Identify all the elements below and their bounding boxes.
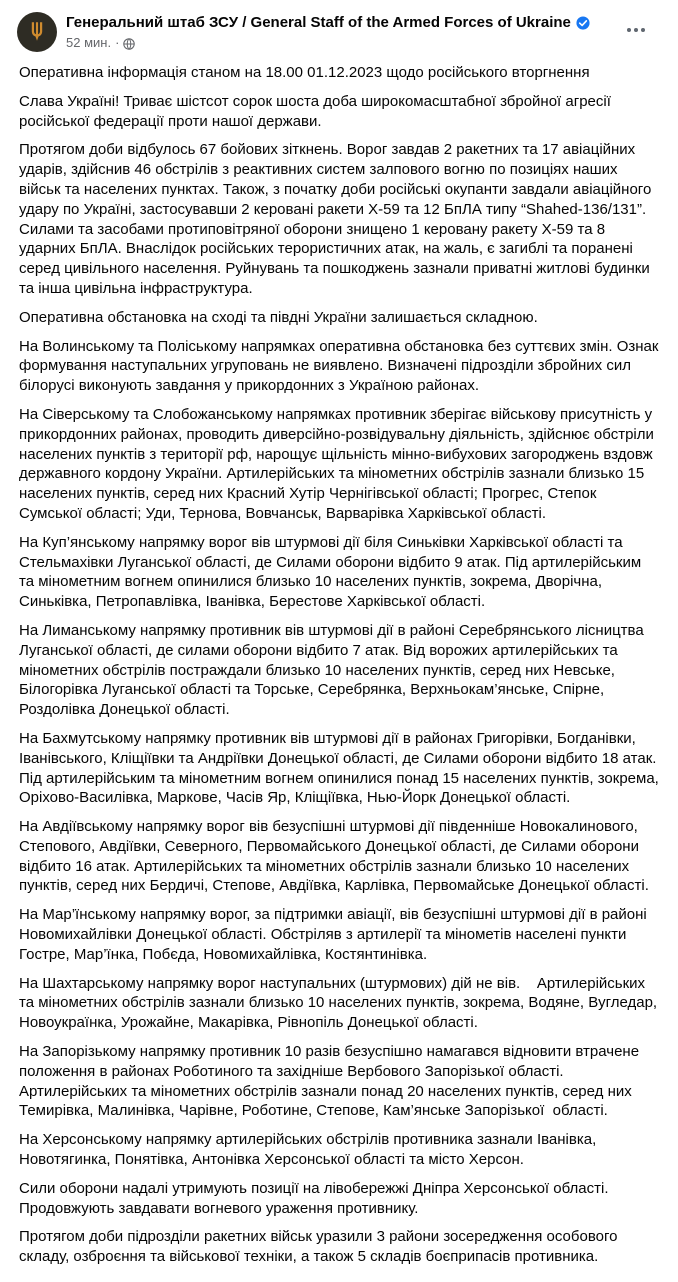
globe-privacy-icon [123, 38, 135, 50]
post-paragraph: На Сіверському та Слобожанському напрямках противник зберігає військову присутність у прикордонних районах, проводить диверсійно-розвідувальну діяльність, здійснює обстріли населених пунктів з території рф, нарощує щільність мінно-вибухових загороджень вздовж державного кордону України. Артилерійських та мінометних обстрілів зазнали близько 15 населених пунктів, серед них Красний Хутір Чернігівської області; Прогрес, Степок Сумської області; Уди, Тернова, Вовчанськ, Варварівка Харківської області. [19, 405, 659, 522]
more-options-button[interactable] [620, 14, 652, 46]
meta-separator: · [115, 35, 120, 50]
post-paragraph: На Волинському та Поліському напрямках оперативна обстановка без суттєвих змін. Ознак формування наступальних угруповань не виявлено. Визначені підрозділи збройних сил білорусі виконують завдання у прикордонних з Україною районах. [19, 337, 663, 395]
post-header-text [66, 12, 662, 51]
page-name-row [66, 13, 662, 32]
post-paragraph: На Херсонському напрямку артилерійських обстрілів противника зазнали Іванівка, Новотягинка, Понятівка, Антонівка Херсонської області та місто Херсон. [19, 1131, 601, 1169]
verified-badge-icon [576, 16, 590, 30]
post-paragraph: На Шахтарському напрямку ворог наступальних (штурмових) дій не вів. Артилерійських та мінометних обстрілів зазнали близько 10 населених пунктів, зокрема, Водяне, Вугледар, Новоукраїнка, Урожайне, Макарівка, Рівнопіль Донецької області. [19, 974, 662, 1032]
post-paragraph: На Куп’янському напрямку ворог вів штурмові дії біля Синьківки Харківської області та Стельмахівки Луганської області, де Силами оборони відбито 9 атак. Під артилерійським та мінометним вогнем опинилися близько 10 населених пунктів, зокрема, Дворічна, Синьківка, Петропавлівка, Іванівка, Берестове Харківської області. [19, 533, 646, 611]
post-paragraph: На Мар’їнському напрямку ворог, за підтримки авіації, вів безуспішні штурмові дії в районі Новомихайлівки Донецької області. Обстріляв з артилерії та мінометів населені пункти Гостре, Мар’їнка, Побєда, Новомихайлівка, Костянтинівка. [19, 906, 651, 963]
post-paragraph: Протягом доби відбулось 67 бойових зіткнень. Ворог завдав 2 ракетних та 17 авіаційних ударів, здійснив 46 обстрілів з реактивних систем залпового вогню по позиціях наших військ та населених пунктах. Також, з початку доби російські окупанти завдали авіаційного удару по Україні, застосувавши 2 керовані ракети Х-59 та 12 БпЛА типу “Shahed-136/131”. Силами та засобами протиповітряної оборони знищено 1 керовану ракету Х-59 та 8 ударних БпЛА. Внаслідок російських терористичних атак, на жаль, є загиблі та поранені серед цивільного населення. Руйнувань та пошкоджень зазнали приватні житлові будинки та інша цивільна інфраструктура. [19, 141, 656, 297]
post-body [0, 56, 678, 1282]
avatar[interactable] [17, 12, 57, 52]
post-timestamp[interactable]: 52 мин. [66, 35, 112, 50]
post-paragraph: На Бахмутському напрямку противник вів штурмові дії в районах Григорівки, Богданівки, Іванівського, Кліщіївки та Андріївки Донецької області, де Силами оборони відбито 18 атак. Під артилерійським та мінометним вогнем опинилися понад 15 населених пунктів, зокрема, Оріхово-Василівка, Маркове, Часів Яр, Кліщіївка, Нью-Йорк Донецької області. [19, 729, 664, 807]
page-name-link[interactable]: Генеральний штаб ЗСУ / General Staff of the Armed Forces of Ukraine [66, 14, 571, 31]
more-dot-icon [627, 28, 631, 32]
post-meta-row [66, 35, 662, 51]
post-paragraph: На Лиманському напрямку противник вів штурмові дії в районі Серебрянського лісництва Луганської області, де силами оборони відбито 7 атак. Від ворожих артилерійських та мінометних обстрілів постраждали близько 10 населених пунктів, серед них Невське, Білогорівка Луганської області та Торське, Серебрянка, Верхньокам’янське, Спірне, Роздолівка Донецької області. [19, 621, 648, 719]
post-paragraph: Сили оборони надалі утримують позиції на лівобережжі Дніпра Херсонської області. Продовжують завдавати вогневого ураження противнику. [19, 1179, 613, 1217]
post-paragraph: Оперативна інформація станом на 18.00 01.12.2023 щодо російського вторгнення [19, 64, 590, 81]
post-paragraph: На Запорізькому напрямку противник 10 разів безуспішно намагався відновити втрачене положення в районах Роботиного та західніше Вербового Запорізької області. Артилерійських та мінометних обстрілів зазнали понад 20 населених пунктів, серед них Темирівка, Малинівка, Чарівне, Роботине, Степове, Кам’янське Запорізької області. [19, 1043, 644, 1120]
post-paragraph: Слава Україні! Триває шістсот сорок шоста доба широкомасштабної збройної агресії російської федерації проти нашої держави. [19, 92, 616, 130]
post-paragraph: Протягом доби підрозділи ракетних військ уразили 3 райони зосередження особового складу, озброєння та військової техніки, а також 5 складів боєприпасів противника. [19, 1228, 622, 1266]
post-paragraph: Оперативна обстановка на сході та півдні України залишається складною. [19, 308, 538, 326]
post-paragraph: На Авдіївському напрямку ворог вів безуспішні штурмові дії південніше Новокалинового, Степового, Авдіївки, Северного, Первомайського Донецької області, де Силами оборони відбито 16 атак. Артилерійських та мінометних обстрілів зазнали близько 10 населених пунктів, серед них Бердичі, Степове, Авдіївка, Карлівка, Первомайське Донецької області. [19, 818, 649, 895]
post-header [0, 0, 678, 56]
more-dot-icon [641, 28, 645, 32]
ukraine-trident-icon [24, 17, 50, 47]
more-dot-icon [634, 28, 638, 32]
